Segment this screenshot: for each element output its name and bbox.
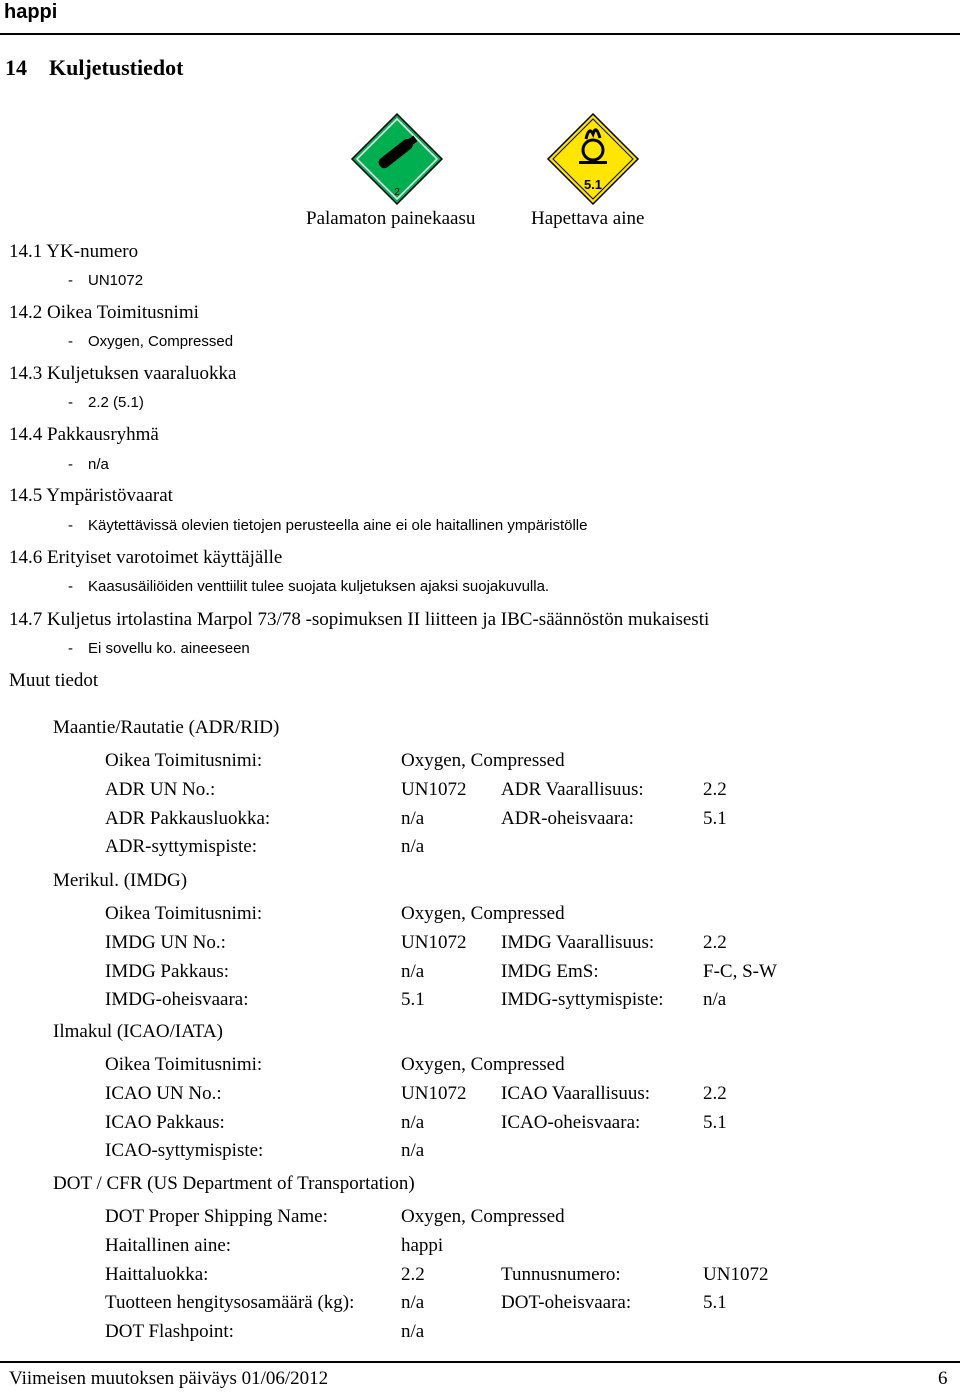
subsection-value: - Ei sovellu ko. aineeseen bbox=[68, 640, 250, 657]
transport-field-value: Oxygen, Compressed bbox=[401, 1054, 565, 1075]
transport-field-label: Haitallinen aine: bbox=[105, 1235, 232, 1256]
transport-field-value: 5.1 bbox=[703, 1112, 727, 1133]
subsection-heading: 14.4 Pakkausryhmä bbox=[9, 424, 159, 445]
transport-field-label: ADR Vaarallisuus: bbox=[501, 779, 644, 800]
transport-field-label: ICAO UN No.: bbox=[105, 1083, 222, 1104]
transport-field-label: IMDG Pakkaus: bbox=[105, 961, 230, 982]
transport-field-value: Oxygen, Compressed bbox=[401, 750, 565, 771]
transport-field-label: ICAO-syttymispiste: bbox=[105, 1140, 264, 1161]
transport-field-value: 5.1 bbox=[703, 808, 727, 829]
transport-field-value: UN1072 bbox=[401, 779, 467, 800]
transport-field-value: Oxygen, Compressed bbox=[401, 1206, 565, 1227]
transport-field-label: Tunnusnumero: bbox=[501, 1264, 621, 1285]
transport-field-value: happi bbox=[401, 1235, 444, 1256]
transport-field-value: n/a bbox=[401, 1112, 425, 1133]
subsection-value: - UN1072 bbox=[68, 272, 144, 289]
transport-field-value: Oxygen, Compressed bbox=[401, 903, 565, 924]
transport-field-value: n/a bbox=[401, 1140, 425, 1161]
transport-field-value: n/a bbox=[703, 989, 727, 1010]
pictogram-label-oxidizer: Hapettava aine bbox=[531, 208, 645, 229]
transport-field-value: 5.1 bbox=[703, 1292, 727, 1313]
subsection-value: - 2.2 (5.1) bbox=[68, 394, 144, 411]
transport-field-label: Haittaluokka: bbox=[105, 1264, 209, 1285]
subsection-value: - Oxygen, Compressed bbox=[68, 333, 234, 350]
section-number: 14 bbox=[5, 55, 27, 80]
transport-field-label: ICAO Pakkaus: bbox=[105, 1112, 225, 1133]
subsection-heading: 14.1 YK-numero bbox=[9, 241, 139, 262]
transport-field-value: n/a bbox=[401, 808, 425, 829]
pictogram-class-label: 2 bbox=[394, 187, 400, 198]
transport-field-value: n/a bbox=[401, 961, 425, 982]
subsection-value: - Kaasusäiliöiden venttiilit tulee suojata kuljetuksen ajaksi suojakuvulla. bbox=[68, 578, 550, 595]
transport-group-title: DOT / CFR (US Department of Transportation) bbox=[53, 1173, 415, 1194]
oxidizer-diamond-icon bbox=[546, 112, 640, 206]
transport-field-value: 2.2 bbox=[401, 1264, 425, 1285]
subsection-heading: 14.6 Erityiset varotoimet käyttäjälle bbox=[9, 547, 283, 568]
transport-field-value: 2.2 bbox=[703, 932, 727, 953]
transport-field-label: Tuotteen hengitysosamäärä (kg): bbox=[105, 1292, 355, 1313]
transport-group-title: Maantie/Rautatie (ADR/RID) bbox=[53, 717, 280, 738]
transport-field-value: n/a bbox=[401, 1292, 425, 1313]
other-info-heading: Muut tiedot bbox=[9, 670, 99, 691]
transport-field-label: IMDG-oheisvaara: bbox=[105, 989, 249, 1010]
header-product-name: happi bbox=[4, 1, 58, 23]
transport-field-value: 5.1 bbox=[401, 989, 425, 1010]
pictogram-class-label: 5.1 bbox=[583, 177, 603, 192]
subsection-heading: 14.5 Ympäristövaarat bbox=[9, 485, 173, 506]
transport-field-label: ICAO Vaarallisuus: bbox=[501, 1083, 650, 1104]
transport-field-label: IMDG-syttymispiste: bbox=[501, 989, 664, 1010]
transport-field-value: UN1072 bbox=[401, 932, 467, 953]
section-title: Kuljetustiedot bbox=[49, 55, 184, 80]
transport-field-value: n/a bbox=[401, 1321, 425, 1342]
transport-field-value: F-C, S-W bbox=[703, 961, 777, 982]
footer-page-number: 6 bbox=[938, 1368, 948, 1389]
transport-field-label: IMDG Vaarallisuus: bbox=[501, 932, 655, 953]
non-flammable-gas-diamond-icon bbox=[350, 112, 444, 206]
header-rule bbox=[0, 33, 960, 35]
footer-rule bbox=[0, 1361, 960, 1363]
subsection-value: - Käytettävissä olevien tietojen perusteella aine ei ole haitallinen ympäristölle bbox=[68, 517, 588, 534]
subsection-value: - n/a bbox=[68, 456, 109, 473]
transport-field-value: n/a bbox=[401, 836, 425, 857]
transport-field-label: Oikea Toimitusnimi: bbox=[105, 1054, 263, 1075]
transport-field-label: Oikea Toimitusnimi: bbox=[105, 903, 263, 924]
transport-field-label: Oikea Toimitusnimi: bbox=[105, 750, 263, 771]
transport-field-value: UN1072 bbox=[401, 1083, 467, 1104]
subsection-heading: 14.3 Kuljetuksen vaaraluokka bbox=[9, 363, 237, 384]
transport-field-label: ADR-oheisvaara: bbox=[501, 808, 634, 829]
transport-field-value: 2.2 bbox=[703, 779, 727, 800]
transport-field-label: DOT-oheisvaara: bbox=[501, 1292, 632, 1313]
transport-group-title: Merikul. (IMDG) bbox=[53, 870, 188, 891]
transport-field-value: UN1072 bbox=[703, 1264, 769, 1285]
transport-field-label: IMDG EmS: bbox=[501, 961, 599, 982]
transport-field-value: 2.2 bbox=[703, 1083, 727, 1104]
footer-revision-date: Viimeisen muutoksen päiväys 01/06/2012 bbox=[9, 1368, 329, 1389]
subsection-heading: 14.7 Kuljetus irtolastina Marpol 73/78 -sopimuksen II liitteen ja IBC-säännöstön mukaisesti bbox=[9, 609, 710, 630]
transport-field-label: ADR Pakkausluokka: bbox=[105, 808, 271, 829]
transport-field-label: IMDG UN No.: bbox=[105, 932, 226, 953]
transport-field-label: ADR-syttymispiste: bbox=[105, 836, 258, 857]
pictogram-label-gas: Palamaton painekaasu bbox=[306, 208, 476, 229]
transport-field-label: DOT Flashpoint: bbox=[105, 1321, 234, 1342]
transport-field-label: ADR UN No.: bbox=[105, 779, 216, 800]
transport-field-label: ICAO-oheisvaara: bbox=[501, 1112, 641, 1133]
subsection-heading: 14.2 Oikea Toimitusnimi bbox=[9, 302, 199, 323]
transport-field-label: DOT Proper Shipping Name: bbox=[105, 1206, 328, 1227]
transport-group-title: Ilmakul (ICAO/IATA) bbox=[53, 1021, 223, 1042]
